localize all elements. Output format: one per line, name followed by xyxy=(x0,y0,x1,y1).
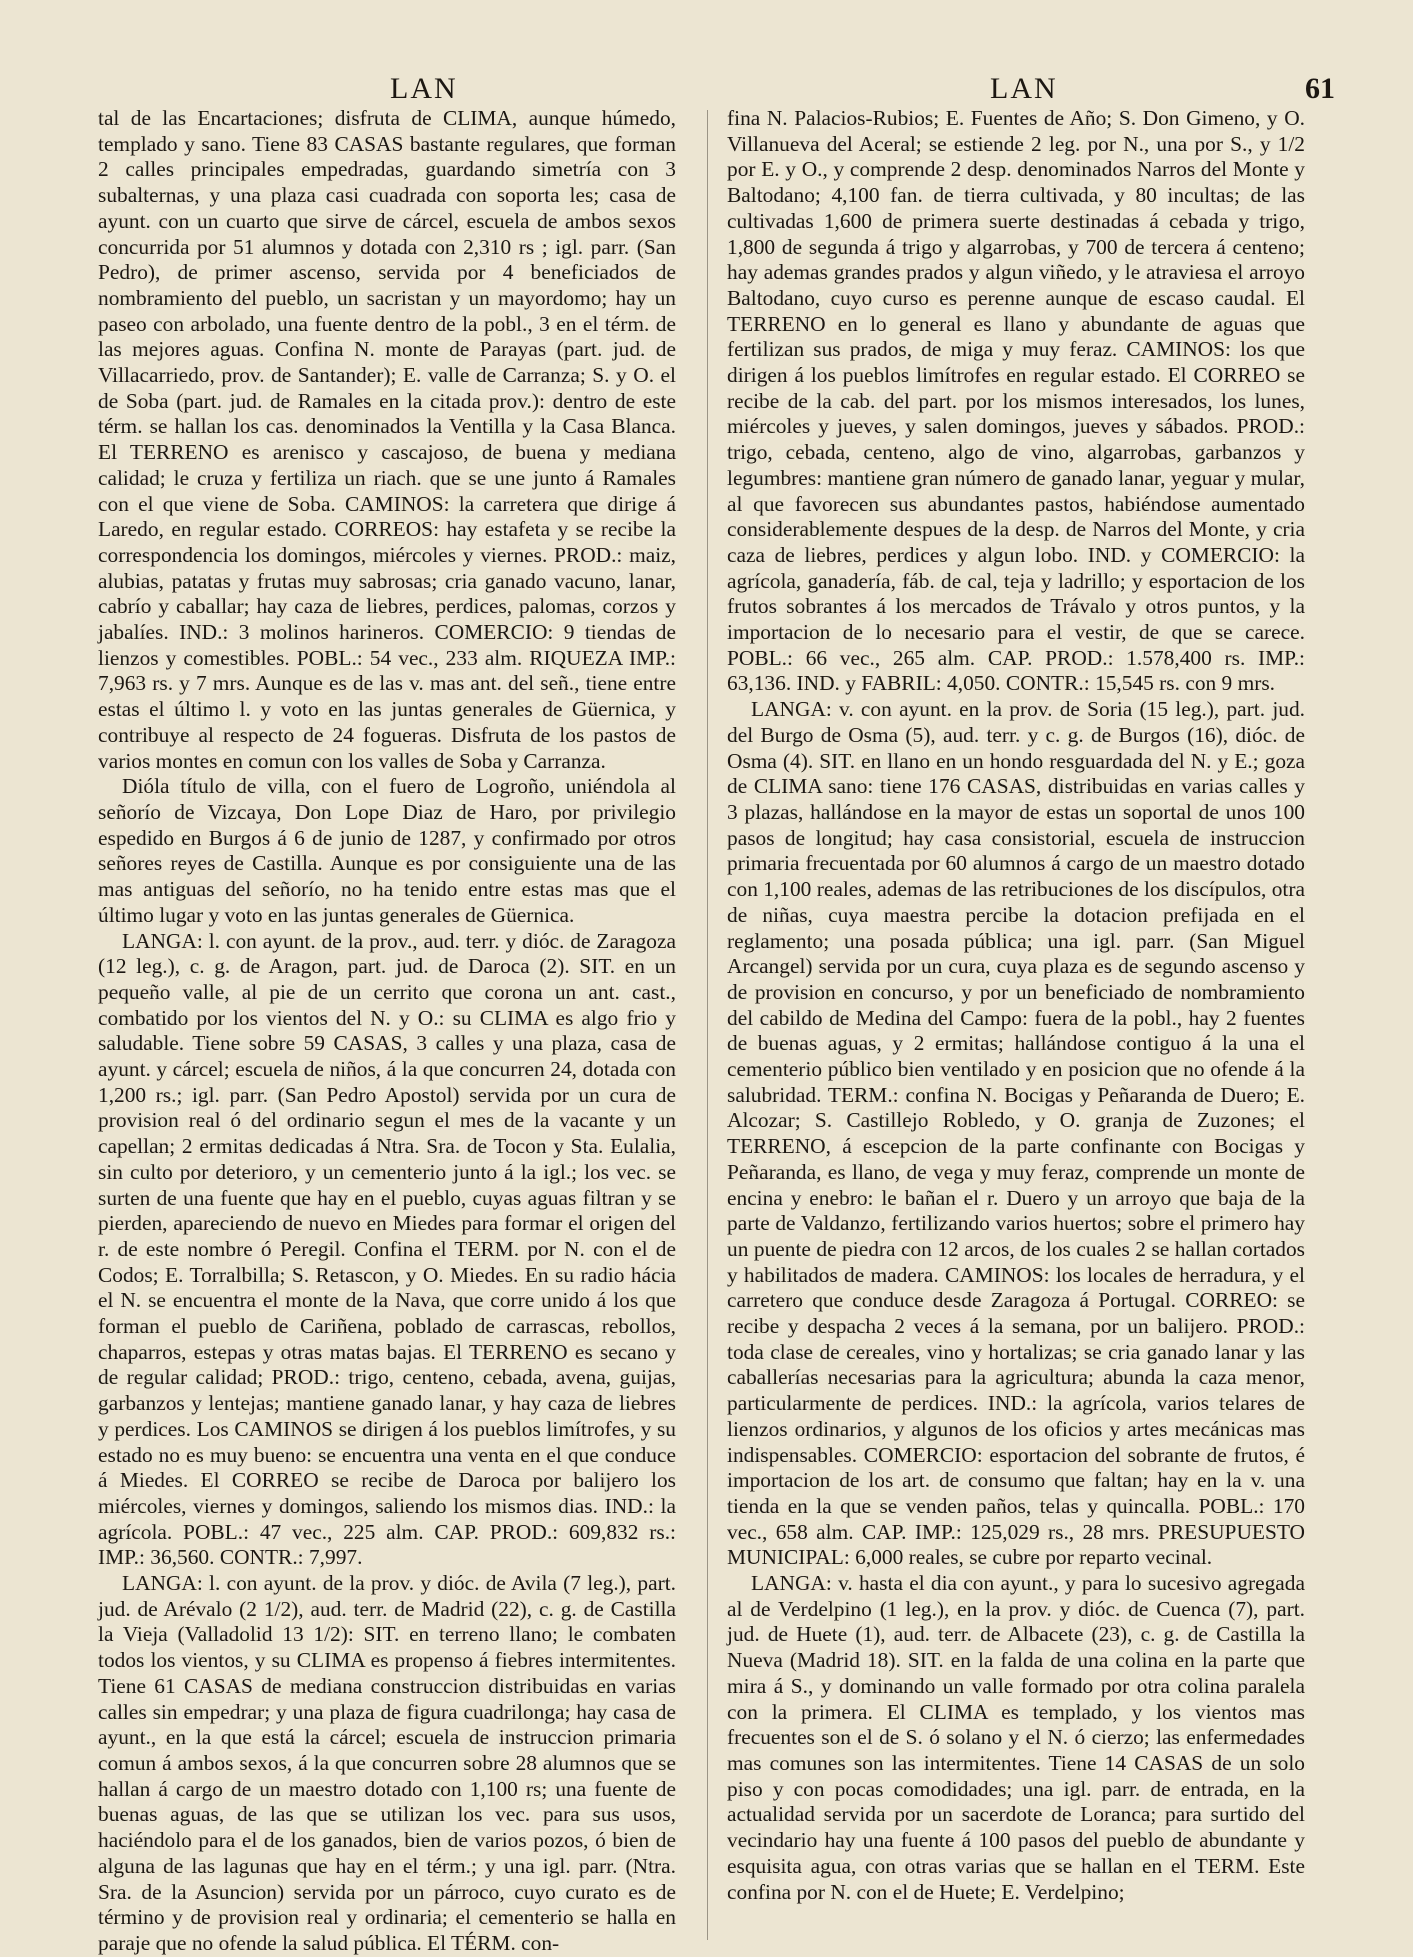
right-column xyxy=(727,106,1305,1936)
left-continuation-paragraph: tal de las Encartaciones; disfruta de CLIMA, aunque húmedo, templado y sano. Tiene 83 CASAS bastante regulares, que forman 2 calles principales empedradas, guardando simetría con 3 subalternas, y una plaza casi cuadrada con soporta les; casa de ayunt. con un cuarto que sirve de cárcel, escuela de ambos sexos concurrida por 51 alumnos y dotada con 2,310 rs ; igl. parr. (San Pedro), de primer ascenso, servida por 4 beneficiados de nombramiento del pueblo, un sacristan y un mayordomo; hay un paseo con arbolado, una fuente dentro de la pobl., 3 en el térm. de las mejores aguas. Confina N. monte de Parayas (part. jud. de Villacarriedo, prov. de Santander); E. valle de Carranza; S. y O. el de Soba (part. jud. de Ramales en la citada prov.): dentro de este térm. se hallan los cas. denominados la Ventilla y la Casa Blanca. El TERRENO es arenisco y cascajoso, de buena y mediana calidad; le cruza y fertiliza un riach. que se une junto á Ramales con el que viene de Soba. CAMINOS: la carretera que dirige á Laredo, en regular estado. CORREOS: hay estafeta y se recibe la correspondencia los domingos, miércoles y viernes. PROD.: maiz, alubias, patatas y frutas muy sabrosas; cria ganado vacuno, lanar, cabrío y caballar; hay caza de liebres, perdices, palomas, corzos y jabalíes. IND.: 3 molinos harineros. COMERCIO: 9 tiendas de lienzos y comestibles. POBL.: 54 vec., 233 alm. RIQUEZA IMP.: 7,963 rs. y 7 mrs. Aunque es de las v. mas ant. del señ., tiene entre estas el último l. y voto en las juntas generales de Güernica, y contribuye al respecto de 24 fogueras. Disfruta de los pastos de varios montes en comun con los valles de Soba y Carranza. xyxy=(98,106,676,773)
running-head-right: LAN xyxy=(990,72,1058,105)
entry-langa-soria: LANGA: v. con ayunt. en la prov. de Soria (15 leg.), part. jud. del Burgo de Osma (5), aud. terr. y c. g. de Burgos (16), dióc. de Osma (4). SIT. en llano en un hondo resguardada del N. y E.; goza de CLIMA sano: tiene 176 CASAS, distribuidas en varias calles y 3 plazas, hallándose en la mayor de estas un soportal de unos 100 pasos de longitud; hay casa consistorial, escuela de instruccion primaria frecuentada por 60 alumnos á cargo de un maestro dotado con 1,100 reales, ademas de las retribuciones de los discípulos, otra de niñas, cuya maestra percibe la dotacion prefijada en el reglamento; una posada pública; una igl. parr. (San Miguel Arcangel) servida por un cura, cuya plaza es de segundo ascenso y de provision en concurso, y por un beneficiado de nombramiento del cabildo de Medina del Campo: fuera de la pobl., hay 2 fuentes de buenas aguas, y 2 ermitas; hallándose contiguo á la una el cementerio público bien ventilado y en posicion que no ofende á la salubridad. TERM.: confina N. Bocigas y Peñaranda de Duero; E. Alcozar; S. Castillejo Robledo, y O. granja de Zuzones; el TERRENO, á escepcion de la parte confinante con Bocigas y Peñaranda, es llano, de vega y muy feraz, comprende un monte de encina y enebro: le bañan el r. Duero y un arroyo que baja de la parte de Valdanzo, fertilizando varios huertos; sobre el primero hay un puente de piedra con 12 arcos, de los cuales 2 se hallan cortados y habilitados de madera. CAMINOS: los locales de herradura, y el carretero que conduce desde Zaragoza á Portugal. CORREO: se recibe y despacha 2 veces á la semana, por un balijero. PROD.: toda clase de cereales, vino y hortalizas; se cria ganado lanar y las caballerías necesarias para la agricultura; abunda la caza menor, particularmente de perdices. IND.: la agrícola, varios telares de lienzos ordinarios, y algunos de los oficios y artes mecánicas mas indispensables. COMERCIO: esportacion del sobrante de frutos, é importacion de los art. de consumo que faltan; hay en la v. una tienda en la que se venden paños, telas y quincalla. POBL.: 170 vec., 658 alm. CAP. IMP.: 125,029 rs., 28 mrs. PRESUPUESTO MUNICIPAL: 6,000 reales, se cubre por reparto vecinal. xyxy=(727,697,1305,1570)
right-continuation-paragraph: fina N. Palacios-Rubios; E. Fuentes de Año; S. Don Gimeno, y O. Villanueva del Aceral; se estiende 2 leg. por N., una por S., y 1/2 por E. y O., y comprende 2 desp. denominados Narros del Monte y Baltodano; 4,100 fan. de tierra cultivada, y 80 incultas; de las cultivadas 1,600 de primera suerte destinadas á cebada y trigo, 1,800 de segunda á trigo y algarrobas, y 700 de tercera á centeno; hay ademas grandes prados y algun viñedo, y le atraviesa el arroyo Baltodano, cuyo curso es perenne aunque de escaso caudal. El TERRENO en lo general es llano y abundante de aguas que fertilizan sus prados, de miga y muy feraz. CAMINOS: los que dirigen á los pueblos limítrofes en regular estado. El CORREO se recibe de la cab. del part. por los mismos interesados, los lunes, miércoles y jueves, y salen domingos, jueves y sábados. PROD.: trigo, cebada, centeno, algo de vino, algarrobas, garbanzos y legumbres: mantiene gran número de ganado lanar, yeguar y mular, al que favorecen sus abundantes pastos, habiéndose aumentado considerablemente despues de la desp. de Narros del Monte, y cria caza de liebres, perdices y algun lobo. IND. y COMERCIO: la agrícola, ganadería, fáb. de cal, teja y ladrillo; y esportacion de los frutos sobrantes á los mercados de Trávalo y otros puntos, y la importacion de lo necesario para el vestir, de que se carece. POBL.: 66 vec., 265 alm. CAP. PROD.: 1.578,400 rs. IMP.: 63,136. IND. y FABRIL: 4,050. CONTR.: 15,545 rs. con 9 mrs. xyxy=(727,106,1305,696)
entry-langa-zaragoza: LANGA: l. con ayunt. de la prov., aud. terr. y dióc. de Zaragoza (12 leg.), c. g. de Aragon, part. jud. de Daroca (2). SIT. en un pequeño valle, al pie de un cerrito que corona un ant. cast., combatido por los vientos del N. y O.: su CLIMA es algo frio y saludable. Tiene sobre 59 CASAS, 3 calles y una plaza, casa de ayunt. y cárcel; escuela de niños, á la que concurren 24, dotada con 1,200 rs.; igl. parr. (San Pedro Apostol) servida por un cura de provision real ó del ordinario segun el mes de la vacante y un capellan; 2 ermitas dedicadas á Ntra. Sra. de Tocon y Sta. Eulalia, sin culto por deterioro, y un cementerio junto á la igl.; los vec. se surten de una fuente que hay en el pueblo, cuyas aguas filtran y se pierden, apareciendo de nuevo en Miedes para formar el origen del r. de este nombre ó Peregil. Confina el TERM. por N. con el de Codos; E. Torralbilla; S. Retascon, y O. Miedes. En su radio hácia el N. se encuentra el monte de la Nava, que corre unido á los que forman el pueblo de Cariñena, poblado de carrascas, rebollos, chaparros, estepas y otras matas bajas. El TERRENO es secano y de regular calidad; PROD.: trigo, centeno, cebada, avena, guijas, garbanzos y lentejas; mantiene ganado lanar, y hay caza de liebres y perdices. Los CAMINOS se dirigen á los pueblos limítrofes, y su estado no es muy bueno: se encuentra una venta en el que conduce á Miedes. El CORREO se recibe de Daroca por balijero los miércoles, viernes y domingos, saliendo los mismos dias. IND.: la agrícola. POBL.: 47 vec., 225 alm. CAP. PROD.: 609,832 rs.: IMP.: 36,560. CONTR.: 7,997. xyxy=(98,928,676,1570)
entry-langa-cuenca: LANGA: v. hasta el dia con ayunt., y para lo sucesivo agregada al de Verdelpino (1 leg.), en la prov. y dióc. de Cuenca (7), part. jud. de Huete (1), aud. terr. de Albacete (23), c. g. de Castilla la Nueva (Madrid 18). SIT. en la falda de una colina en la parte que mira á S., y dominando un valle formado por otra colina paralela con la primera. El CLIMA es templado, y los vientos mas frecuentes son el de S. ó solano y el N. ó cierzo; las enfermedades mas comunes son las intermitentes. Tiene 14 CASAS de un solo piso y con pocas comodidades; una igl. parr. de entrada, en la actualidad servida por un sacerdote de Loranca; para surtido del vecindario hay una fuente á 100 pasos del pueblo de abundante y esquisita agua, con otras varias que se hallan en el TERM. Este confina por N. con el de Huete; E. Verdelpino; xyxy=(727,1571,1305,1904)
left-column xyxy=(98,106,676,1955)
history-paragraph: Dióla título de villa, con el fuero de Logroño, uniéndola al señorío de Vizcaya, Don Lope Diaz de Haro, por privilegio espedido en Burgos á 6 de junio de 1287, y confirmado por otros señores reyes de Castilla. Aunque es por consiguiente una de las mas antiguas del señorío, no ha tenido entre estas mas que el último lugar y voto en las juntas generales de Güernica. xyxy=(98,774,676,927)
running-head-left: LAN xyxy=(390,72,458,105)
entry-langa-avila: LANGA: l. con ayunt. de la prov. y dióc. de Avila (7 leg.), part. jud. de Arévalo (2 1/2), aud. terr. de Madrid (22), c. g. de Castilla la Vieja (Valladolid 13 1/2): SIT. en terreno llano; le combaten todos los vientos, y su CLIMA es propenso á fiebres intermitentes. Tiene 61 CASAS de mediana construccion distribuidas en varias calles sin empedrar; y una plaza de figura cuadrilonga; hay casa de ayunt., en la que está la cárcel; escuela de instruccion primaria comun á ambos sexos, á la que concurren sobre 28 alumnos que se hallan á cargo de un maestro dotado con 1,100 rs; una fuente de buenas aguas, de las que se utilizan los vec. para sus usos, haciéndolo para el de los ganados, bien de varios pozos, ó bien de alguna de las lagunas que hay en el térm.; y una igl. parr. (Ntra. Sra. de la Asuncion) servida por un párroco, cuyo curato es de término y de provision real y ordinaria; el cementerio se halla en paraje que no ofende la salud pública. El TÉRM. con- xyxy=(98,1571,676,1955)
column-divider xyxy=(707,110,708,1940)
page-number: 61 xyxy=(1305,72,1335,105)
